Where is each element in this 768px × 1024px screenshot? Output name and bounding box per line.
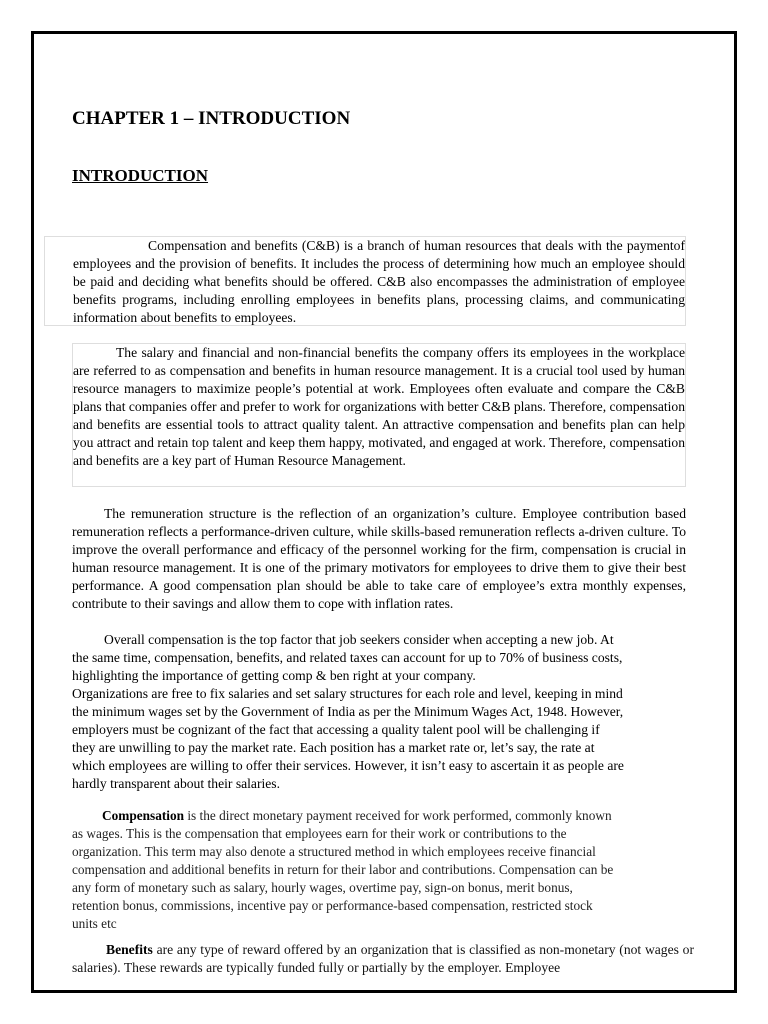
chapter-title: CHAPTER 1 – INTRODUCTION <box>72 108 351 129</box>
paragraph-remuneration-structure <box>72 505 686 613</box>
text-line: compensation and additional benefits in return for their labor and contributions. Compensation can be <box>72 862 614 877</box>
text-line: the minimum wages set by the Government of India as per the Minimum Wages Act, 1948. However, <box>72 704 624 719</box>
text-line: Overall compensation is the top factor that job seekers consider when accepting a new job. At <box>104 632 614 647</box>
paragraph-text: The salary and financial and non-financial benefits the company offers its employees in the workplace are referred to as compensation and benefits in human resource management. It is a crucial tool used by human resource managers to maximize people’s potential at work. Employees often evaluate and compare the C&B plans that companies offer and prefer to work for organizations with better C&B plans. Therefore, compensation and benefits are essential tools to attract quality talent. An attractive compensation and benefits plan can help you attract and retain top talent and keep them happy, motivated, and engaged at work. Therefore, compensation and benefits are a key part of Human Resource Management. <box>73 345 685 468</box>
text-line: retention bonus, commissions, incentive pay or performance-based compensation, restricted stock <box>72 898 593 913</box>
text-line: employers must be cognizant of the fact that accessing a quality talent pool will be challenging if <box>72 722 600 737</box>
compensation-term: Compensation <box>102 808 185 823</box>
paragraph-text: The remuneration structure is the reflection of an organization’s culture. Employee contribution based remuneration reflects a performance-driven culture, while skills-based remuneration reflects a-driven culture. To improve the overall performance and efficacy of the personnel working for the firm, compensation is crucial in human resource management. It is one of the primary motivators for employees to drive them to give their best performance. A good compensation plan should be able to take care of employee’s extra monthly expenses, contribute to their savings and allow them to cope with inflation rates. <box>72 506 686 611</box>
paragraph-overall-compensation <box>72 631 692 685</box>
text-line: they are unwilling to pay the market rate. Each position has a market rate or, let’s say, the rate at <box>72 740 595 755</box>
text-line: the same time, compensation, benefits, and related taxes can account for up to 70% of business costs, <box>72 650 623 665</box>
section-title: INTRODUCTION <box>72 166 209 185</box>
text-line: Compensation is the direct monetary payment received for work performed, commonly known <box>102 808 612 823</box>
text-line: highlighting the importance of getting comp & ben right at your company. <box>72 668 476 683</box>
text-line: Organizations are free to fix salaries and set salary structures for each role and level, keeping in mind <box>72 686 623 701</box>
text-line: as wages. This is the compensation that employees earn for their work or contributions to the <box>72 826 567 841</box>
text-line: any form of monetary such as salary, hourly wages, overtime pay, sign-on bonus, merit bonus, <box>72 880 573 895</box>
text-line: hardly transparent about their salaries. <box>72 776 280 791</box>
text-line: which employees are willing to offer their services. However, it isn’t easy to ascertain it as people are <box>72 758 624 773</box>
paragraph-salary-benefits <box>72 343 686 487</box>
text-line: organization. This term may also denote a structured method in which employees receive financial <box>72 844 596 859</box>
paragraph-cb-definition <box>44 236 686 326</box>
text-line: units etc <box>72 916 117 931</box>
paragraph-text: Compensation and benefits (C&B) is a branch of human resources that deals with the paymentof employees and the provision of benefits. It includes the process of determining how much an employee should be paid and deciding what benefits should be offered. C&B also encompasses the administration of employee benefits programs, including enrolling employees in benefits plans, processing claims, and communicating information about benefits to employees. <box>73 238 685 325</box>
benefits-term: Benefits <box>106 942 153 957</box>
paragraph-benefits-definition: Benefits are any type of reward offered by an organization that is classified as non-monetary (not wages or salaries). These rewards are typically funded fully or partially by the employer. Employee <box>72 942 694 975</box>
paragraph-compensation-definition <box>72 807 692 933</box>
paragraph-salary-structures <box>72 685 692 793</box>
